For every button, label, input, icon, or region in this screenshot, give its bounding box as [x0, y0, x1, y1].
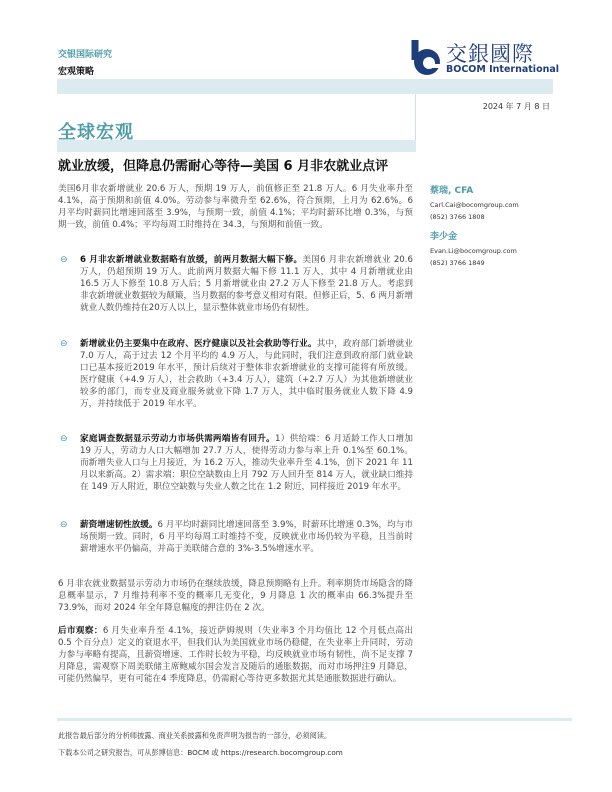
bullet-heading: 家庭调查数据显示劳动力市场供需两端皆有回升。 — [80, 434, 275, 444]
bullet-body: 其中，政府部门新增就业 7.0 万人，高于过去 12 个月平均的 4.9 万人，与此同时，我们注意到政府部门就业缺口已基本接近2019 年水平，预计后续对于整体非农新增就业的支撑可能将有所放缓。医疗健康（+4.9 万人），社会救助（+3.4 万人），建筑（+2.7 万人）为其他新增就业较多的部门，而专业及商业服务就业下降 1.7 万人，其中临时服务就业人数下降 4.9 万，并持续低于 2019 年水平。 — [80, 339, 413, 409]
report-category: 全球宏观 — [58, 122, 134, 143]
analyst-1 — [430, 183, 519, 223]
footer-divider — [57, 718, 572, 721]
bullet-body: 美国6 月非农新增就业 20.6 万人，仍超预期 19 万人。此前两月数据大幅下修 11.1 万人，其中 4 月新增就业由 16.5 万人下修至 10.8 万人后；5 月新增就业由 27.2 万人下修至 21.8 万人。考虑到非农新增就业数据较为颠簸，当月数据的参考意义相对有限。但修正后，5、6 两月新增就业人数仍维持在20万人以上，显示整体就业市场仍有韧性。 — [80, 255, 413, 313]
bocom-logo-icon — [405, 38, 443, 78]
footer-download[interactable]: 下载本公司之研究报告，可从彭博信息：BOCM 或 https://research.bocomgroup.com — [58, 748, 343, 757]
outlook-body: 6 月失业率升至 4.1%，接近萨姆规则（失业率3 个月均值比 12 个月低点高出 0.5 个百分点）定义的衰退水平，但我们认为美国就业市场仍稳健，在失业率上升同时，劳动力参与率略有提高，且薪资增速、工作时长较为平稳，均反映就业市场有韧性，尚不足支撑 7 月降息，需观察下周美联储主席鲍威尔国会发言及随后的通胀数据，而对市场押注9 月降息，可能仍然偏早，更有可能在4 季度降息，仍需耐心等待更多数据尤其是通胀数据进行确认。 — [58, 626, 413, 684]
analyst-name: 李少金 — [430, 232, 458, 242]
rate-paragraph: 6 月非农就业数据显示劳动力市场仍在继续放缓，降息预期略有上升。利率期货市场隐含的降息概率显示，7 月维持利率不变的概率几无变化，9 月降息 1 次的概率由 66.3%提升至 73.9%，而对 2024 年全年降息幅度的押注仍在 2 次。 — [58, 579, 413, 613]
bullet-item — [58, 338, 413, 410]
department-label: 交银国际研究 — [58, 50, 113, 60]
header-band — [57, 79, 553, 94]
bullet-icon: ⊖ — [60, 255, 68, 265]
analyst-phone: (852) 3766 1849 — [430, 259, 485, 267]
bullet-item — [58, 254, 413, 314]
summary-paragraph: 美国6月非农新增就业 20.6 万人，预期 19 万人，前值修正至 21.8 万人。6 月失业率升至 4.1%，高于预期和前值 4.0%。劳动参与率微升至 62.6%，符合预期，上月为 62.6%。6 月平均时薪同比增速回落至 3.9%，与预期一致，前值 4.1%；平均时薪环比增 0.3%，与预期一致，前值 0.4%；平均每周工时维持在 34.3，与预期和前值一致。 — [58, 184, 413, 230]
bullet-body: 1）供给端：6 月适龄工作人口增加 19 万人，劳动力人口大幅增加 27.7 万人，使得劳动力参与率上升 0.1%至 60.1%。而新增失业人口与上月接近，为 16.2 万人，推动失业率升至 4.1%，创下 2021 年 11 月以来新高。2）需求端：职位空缺数由上月 792 万人回升至 814 万人，就业缺口维持在 149 万人附近，职位空缺数与失业人数之比在 1.2 附近，同样接近 2019 年水平。 — [80, 434, 413, 492]
bullet-icon: ⊖ — [60, 339, 68, 349]
bullet-body: 6 月平均时薪同比增速回落至 3.9%，时薪环比增速 0.3%，均与市场预期一致。同时，6 月平均每周工时维持不变，反映就业市场仍较为平稳，且当前时薪增速水平仍偏高，并高于美联储合意的 3%-3.5%增速水平。 — [80, 520, 413, 554]
report-title: 就业放缓，但降息仍需耐心等待—美国 6 月非农就业点评 — [58, 159, 389, 174]
outlook-paragraph — [58, 625, 413, 685]
bullet-item — [58, 519, 413, 555]
outlook-heading: 后市观察： — [58, 626, 103, 636]
logo-chinese-text: 交銀國際 — [446, 42, 534, 66]
logo-english-text: BOCOM International — [446, 64, 560, 75]
footer-disclaimer: 此报告最后部分的分析师披露、商业关系披露和免责声明为报告的一部分，必须阅读。 — [58, 731, 332, 740]
bullet-heading: 6 月非农新增就业数据略有放缓，前两月数据大幅下修。 — [80, 255, 303, 265]
report-date: 2024 年 7 月 8 日 — [482, 102, 550, 111]
analyst-email[interactable]: Evan.Li@bocomgroup.com — [430, 247, 517, 255]
analyst-2 — [430, 229, 517, 269]
bullet-item — [58, 433, 413, 493]
bullet-heading: 新增就业仍主要集中在政府、医疗健康以及社会救助等行业。 — [80, 339, 317, 349]
bullet-icon: ⊖ — [60, 520, 68, 530]
bullet-icon: ⊖ — [60, 434, 68, 444]
bullet-heading: 薪资增速韧性放缓。 — [80, 520, 158, 530]
analyst-name: 蔡瑞, CFA — [430, 186, 474, 196]
section-label: 宏观策略 — [58, 67, 95, 77]
analyst-phone: (852) 3766 1808 — [430, 213, 485, 221]
analyst-email[interactable]: Carl.Cai@bocomgroup.com — [430, 201, 519, 209]
